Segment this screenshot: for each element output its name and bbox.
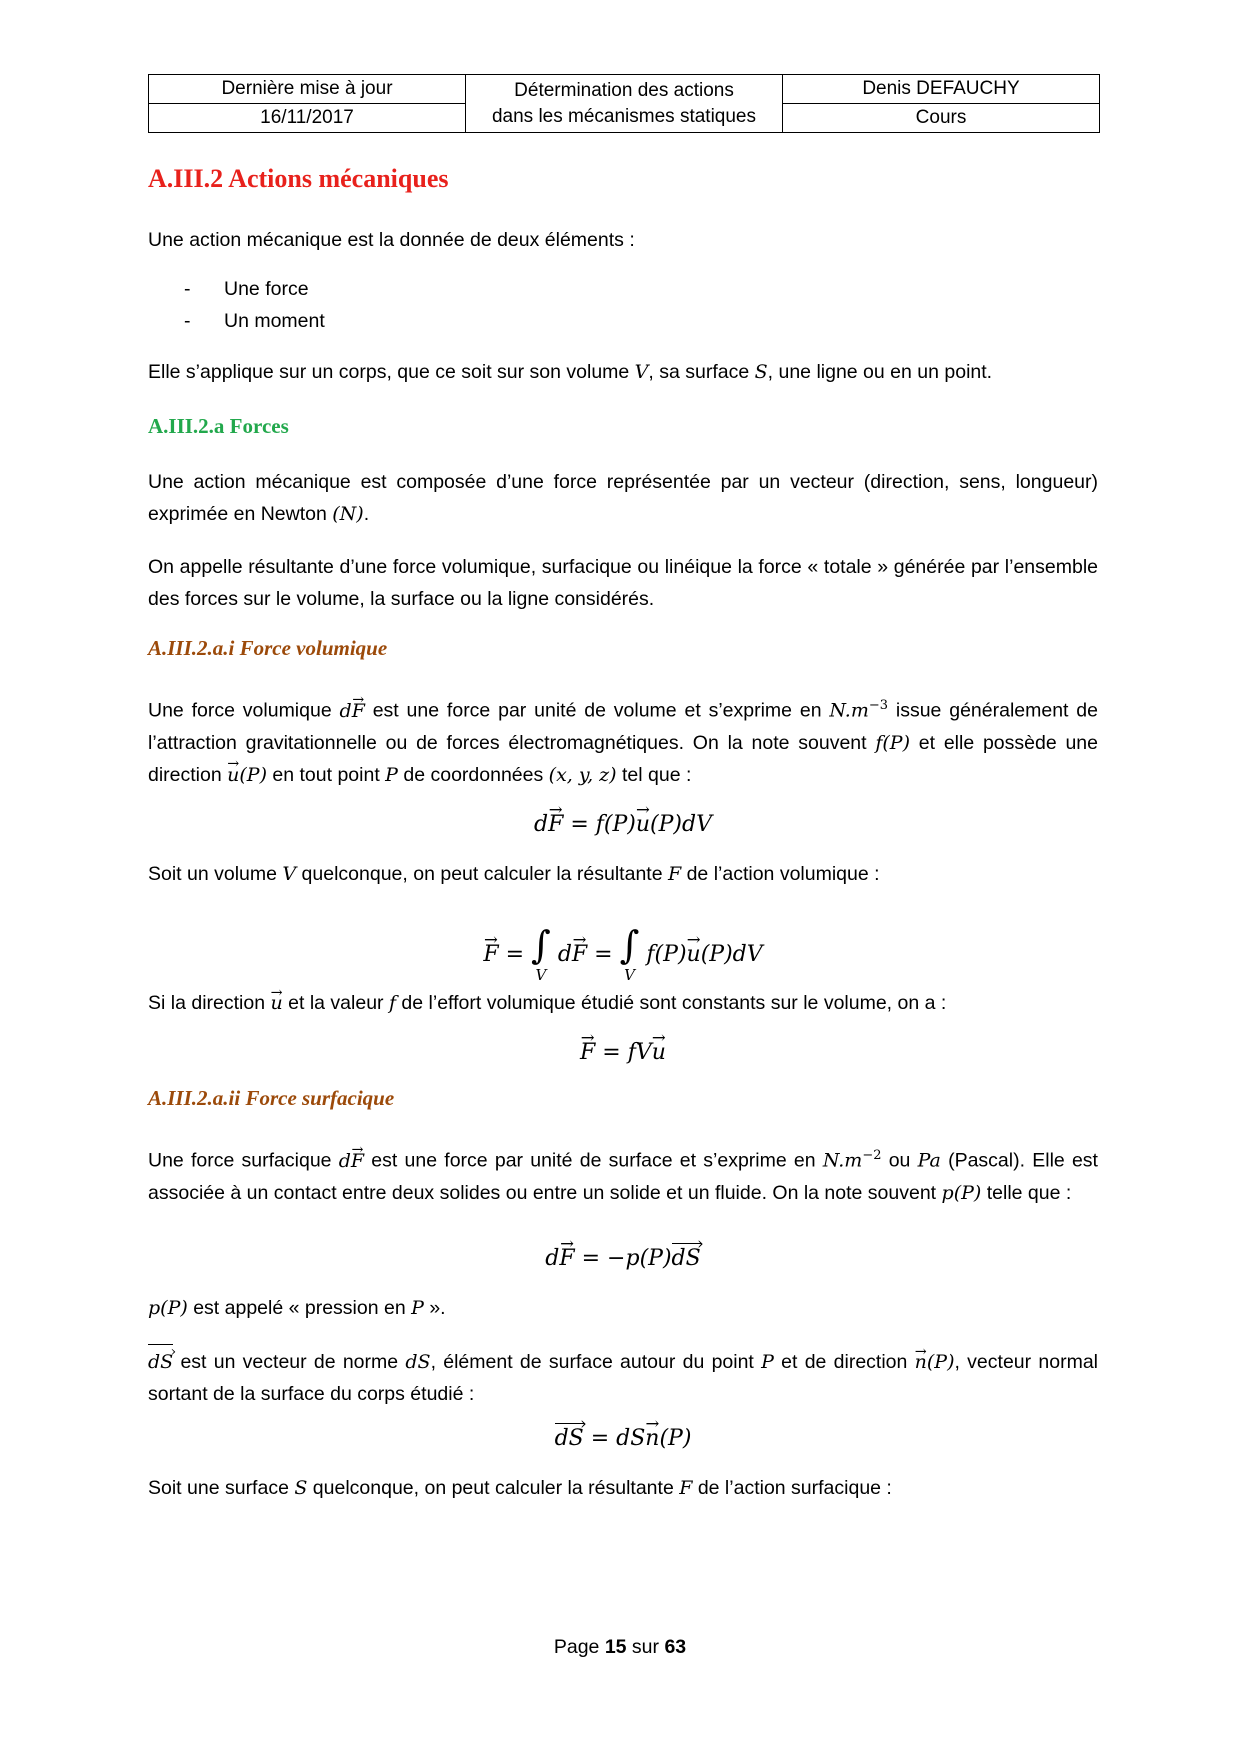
volumique-paragraph-3: Si la direction u → et la valeur f de l’effort volumique étudié sont constants sur le volume, on a : — [148, 987, 1098, 1019]
header-update-label: Dernière mise à jour — [149, 75, 466, 104]
equation-F-fVu: F → = fVu → — [148, 1040, 1098, 1065]
page-total: 63 — [664, 1636, 687, 1658]
page-number: 15 — [604, 1636, 627, 1658]
surfacique-paragraph-3: › dS est un vecteur de norme dS, élément de surface autour du point P et de direction n →(P), vecteur normal sortant de la surface du corps étudié : — [148, 1346, 1098, 1410]
list-item-text: Une force — [224, 278, 309, 300]
volumique-paragraph-2: Soit un volume V quelconque, on peut calculer la résultante F de l’action volumique : — [148, 863, 880, 885]
section-intro: Une action mécanique est la donnée de deux éléments : — [148, 229, 635, 251]
page-footer: Page 15 sur 63 — [553, 1636, 687, 1658]
equation-dF-volumique: dF → = f(P)u →(P)dV — [148, 812, 1098, 837]
section-title: A.III.2 Actions mécaniques — [148, 164, 449, 193]
header-title — [466, 75, 783, 133]
surfacique-paragraph-2: p(P) est appelé « pression en P ». — [148, 1297, 446, 1319]
forces-paragraph-2: On appelle résultante d’une force volumique, surfacique ou linéique la force « totale » générée par l’ensemble des forces sur le volume, la surface ou la ligne considérés. — [148, 556, 1098, 610]
header-author: Denis DEFAUCHY — [783, 75, 1100, 104]
equation-dS-vector: › dS = dSn →(P) — [148, 1426, 1098, 1451]
apply-paragraph: Elle s’applique sur un corps, que ce soit sur son volume V, sa surface S, une ligne ou en un point. — [148, 361, 993, 383]
list-item: - Un moment — [184, 310, 325, 332]
volumique-title: A.III.2.a.i Force volumique — [148, 636, 388, 660]
list-item: - Une force — [184, 278, 309, 300]
header-type: Cours — [783, 104, 1100, 133]
surfacique-paragraph-1: Une force surfacique dF → est une force par unité de surface et s’exprime en $N.m^{-2}$ ou Pa (Pascal). Elle est associée à un contact entre deux solides ou entre un solide et un fluide. On la note souvent p(P) telle que : — [148, 1140, 1098, 1209]
forces-paragraph-1: Une action mécanique est composée d’une force représentée par un vecteur (direction, sens, longueur) exprimée en Newton (N). — [148, 471, 1098, 525]
header-table — [148, 74, 1100, 133]
forces-title: A.III.2.a Forces — [148, 414, 289, 438]
header-title-line2: dans les mécanismes statiques — [491, 105, 756, 127]
document-page — [148, 74, 1098, 1499]
header-title-line1: Détermination des actions — [514, 79, 734, 101]
integral-symbol: ∫ V — [531, 923, 551, 984]
surfacique-paragraph-4: Soit une surface S quelconque, on peut calculer la résultante F de l’action surfacique : — [148, 1477, 892, 1499]
equation-dF-surfacique: dF → = −p(P)› dS — [148, 1246, 1098, 1271]
integral-symbol: ∫ V — [619, 923, 640, 984]
equation-integral-volumique: F → = ∫ V dF → = ∫ V f(P)u →(P)dV — [148, 926, 1098, 984]
list-item-text: Un moment — [224, 310, 325, 332]
volumique-paragraph-1: Une force volumique dF → est une force par unité de volume et s’exprime en $N.m^{-3}$ issue généralement de l’attraction gravitationnelle ou de forces électromagnétiques. On la note souvent f(P) et elle possède une direction u →(P) en tout point P de coordonnées (x, y, z) tel que : — [148, 690, 1098, 791]
header-date: 16/11/2017 — [149, 104, 466, 133]
surfacique-title: A.III.2.a.ii Force surfacique — [148, 1086, 395, 1110]
